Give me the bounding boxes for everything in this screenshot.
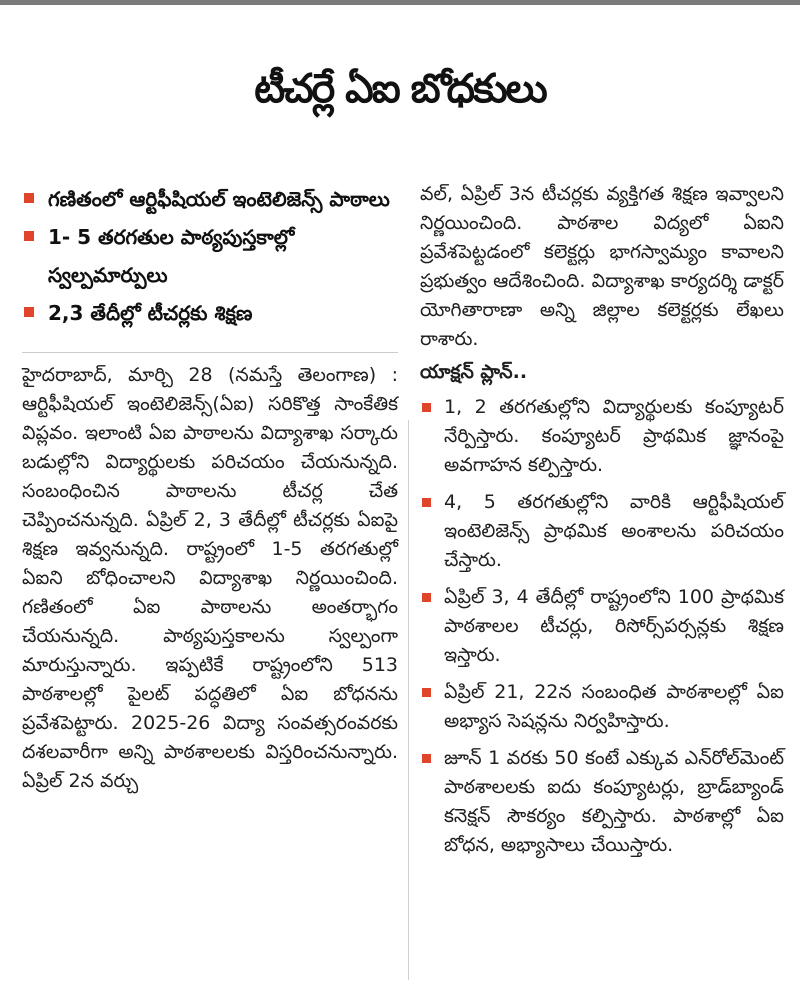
bullet-square-icon: [422, 403, 431, 412]
highlight-text: 2,3 తేదీల్లో టీచర్లకు శిక్షణ: [48, 301, 253, 325]
action-item: [420, 678, 784, 736]
action-text: ఏప్రిల్ 3, 4 తేదీల్లో రాష్ట్రంలోని 100 ప్రాథమిక పాఠశాలల టీచర్లు, రిసోర్స్‌పర్సన్లకు శిక్షణ ఇస్తారు.: [444, 586, 784, 666]
right-column: [420, 180, 784, 868]
bullet-square-icon: [422, 754, 431, 763]
bullet-square-icon: [422, 498, 431, 507]
highlights-list: [22, 180, 398, 332]
bullet-square-icon: [24, 231, 34, 241]
highlight-item: [22, 180, 398, 218]
highlight-text: గణితంలో ఆర్టిఫీషియల్ ఇంటెలిజెన్స్ పాఠాలు: [48, 187, 390, 211]
action-text: జూన్ 1 వరకు 50 కంటే ఎక్కువ ఎన్‌రోల్‌మెంట్ పాఠశాలలకు ఐదు కంప్యూటర్లు, బ్రాడ్‌బ్యాండ్ కనెక్షన్ సౌకర్యం కల్పిస్తారు. పాఠశాల్లో ఏఐ బోధన, అభ్యాసాలు చేయిస్తారు.: [444, 747, 784, 856]
left-column: [22, 180, 398, 796]
bullet-square-icon: [422, 593, 431, 602]
article-body-right: వల్, ఏప్రిల్ 3న టీచర్లకు వ్యక్తిగత శిక్షణ ఇవ్వాలని నిర్ణయించింది. పాఠశాల విద్యలో ఏఐని ప్రవేశపెట్టడంలో కలెక్టర్లు భాగస్వామ్యం కావాలని ప్రభుత్వం ఆదేశించింది. విద్యాశాఖ కార్యదర్శి డాక్టర్ యోగితారాణా అన్ని జిల్లాల కలెక్టర్లకు లేఖలు రాశారు.: [420, 183, 784, 350]
action-item: [420, 583, 784, 670]
highlight-item: [22, 218, 398, 294]
highlight-item: [22, 294, 398, 332]
top-rule: [0, 0, 800, 5]
headline: టీచర్లే ఏఐ బోధకులు: [254, 66, 546, 112]
bullet-square-icon: [24, 193, 34, 203]
action-item: [420, 488, 784, 575]
highlight-text: 1- 5 తరగతుల పాఠ్యపుస్తకాల్లో స్వల్పమార్పులు: [48, 225, 295, 287]
article-body-left: హైదరాబాద్, మార్చి 28 (నమస్తే తెలంగాణ) : ఆర్టిఫీషియల్ ఇంటెలిజెన్స్(ఏఐ) సరికొత్త సాంకేతిక విప్లవం. ఇలాంటి ఏఐ పాఠాలను విద్యాశాఖ సర్కారు బడుల్లోని విద్యార్థులకు పరిచయం చేయనున్నది. సంబంధించిన పాఠాలను టీచర్ల చేత చెప్పించనున్నది. ఏప్రిల్ 2, 3 తేదీల్లో టీచర్లకు ఏఐపై శిక్షణ ఇవ్వనున్నది. రాష్ట్రంలో 1-5 తరగతుల్లో ఏఐని బోధించాలని విద్యాశాఖ నిర్ణయించింది. గణితంలో ఏఐ పాఠాలను అంతర్భాగం చేయనున్నది. పాఠ్యపుస్తకాలను స్వల్పంగా మారుస్తున్నారు. ఇప్పటికే రాష్ట్రంలోని 513 పాఠశాలల్లో పైలట్ పద్ధతిలో ఏఐ బోధనను ప్రవేశపెట్టారు. 2025-26 విద్యా సంవత్సరంవరకు దశలవారీగా అన్ని పాఠశాలలకు విస్తరించనున్నారు. ఏప్రిల్ 2న వర్చు: [22, 352, 398, 796]
action-item: [420, 744, 784, 860]
bullet-square-icon: [422, 688, 431, 697]
action-item: [420, 393, 784, 480]
column-divider: [408, 420, 409, 980]
action-text: 1, 2 తరగతుల్లోని విద్యార్థులకు కంప్యూటర్ నేర్పిస్తారు. కంప్యూటర్ ప్రాథమిక జ్ఞానంపై అవగాహన కల్పిస్తారు.: [444, 396, 784, 476]
bullet-square-icon: [24, 307, 34, 317]
action-plan-heading: యాక్షన్ ప్లాన్..: [420, 361, 528, 383]
action-text: 4, 5 తరగతుల్లోని వారికి ఆర్టిఫీషియల్ ఇంటెలిజెన్స్ ప్రాథమిక అంశాలను పరిచయం చేస్తారు.: [444, 491, 784, 571]
action-text: ఏప్రిల్ 21, 22న సంబంధిత పాఠశాలల్లో ఏఐ అభ్యాస సెషన్లను నిర్వహిస్తారు.: [444, 681, 784, 732]
action-plan-list: [420, 393, 784, 860]
